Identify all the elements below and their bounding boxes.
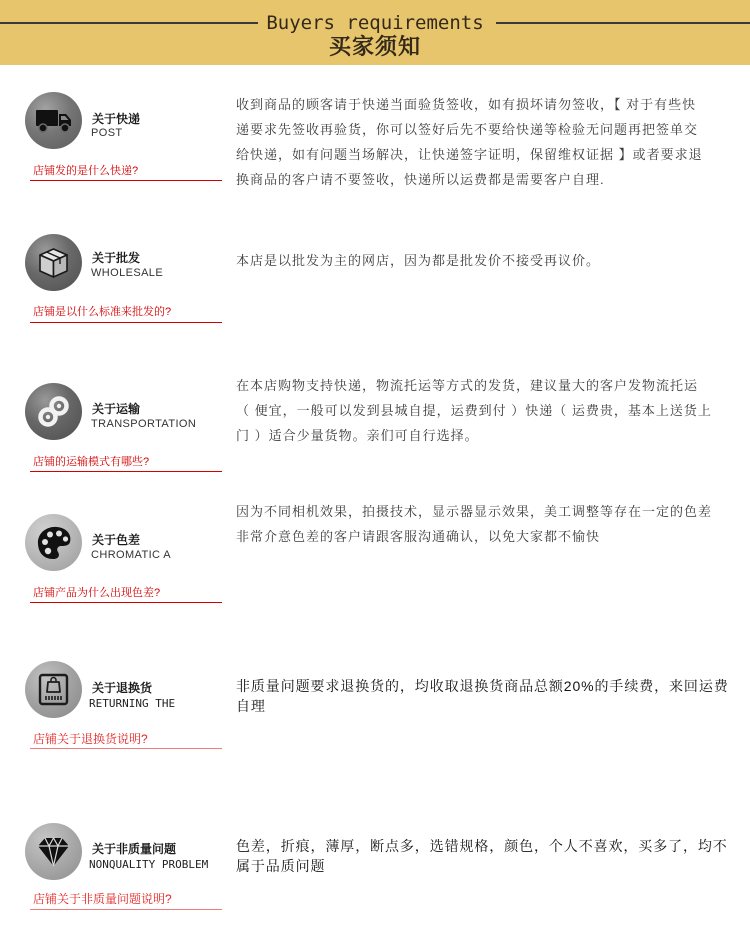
header-title-chinese: 买家须知 [328, 35, 421, 60]
question-underline [30, 180, 222, 181]
section-subtitle: CHROMATIC A [91, 549, 171, 561]
body-line: 色差，折痕，薄厚，断点多，选错规格，颜色，个人不喜欢，买多了，均不 [236, 838, 728, 854]
body-line: 门 ）适合少量货物。亲们可自行选择。 [236, 428, 479, 443]
section-subtitle: POST [91, 127, 123, 139]
section-returning [0, 661, 750, 757]
section-question: 店铺发的是什么快递? [33, 165, 139, 177]
header-title-english: Buyers requirements [266, 12, 484, 34]
section-title: 关于非质量问题 [92, 842, 177, 856]
section-subtitle: RETURNING THE [89, 697, 176, 710]
header-banner [0, 0, 750, 65]
body-line: 给快递，如有问题当场解决，让快递签字证明，保留维权证据 】或者要求退 [236, 147, 703, 162]
returning-icon-badge [25, 661, 82, 718]
section-subtitle: TRANSPORTATION [91, 418, 197, 430]
section-title: 关于退换货 [92, 681, 153, 695]
section-subtitle: WHOLESALE [91, 267, 164, 279]
body-line: 自理 [236, 698, 266, 714]
body-line: 因为不同相机效果，拍摄技术，显示器显示效果，美工调整等存在一定的色差 [236, 504, 713, 519]
section-question: 店铺是以什么标准来批发的? [33, 306, 172, 318]
body-line: 换商品的客户请不要签收，快递所以运费都是需要客户自理. [236, 172, 605, 187]
body-line: 非质量问题要求退换货的，均收取退换货商品总额20%的手续费，来回运费 [236, 678, 729, 694]
body-line: （ 便宜，一般可以发到县城自提，运费到付 ）快递（ 运费贵，基本上送货上 [236, 403, 712, 418]
section-title: 关于运输 [92, 402, 141, 416]
question-underline [30, 602, 222, 603]
post-icon-badge [25, 92, 82, 149]
chromatic-icon-badge [25, 514, 82, 571]
section-body [236, 248, 742, 273]
body-line: 递要求先签收再验货，你可以签好后先不要给快递等检验无问题再把签单交 [236, 122, 699, 137]
section-body [236, 373, 742, 448]
section-body [236, 676, 742, 716]
question-underline [30, 748, 222, 749]
section-body [236, 499, 742, 549]
body-line: 在本店购物支持快递，物流托运等方式的发货，建议量大的客户发物流托运 [236, 378, 699, 393]
section-wholesale [0, 234, 750, 330]
section-chromatic [0, 504, 750, 610]
section-subtitle: NONQUALITY PROBLEM [89, 858, 209, 871]
body-line: 本店是以批发为主的网店，因为都是批发价不接受再议价。 [236, 253, 601, 268]
nonquality-icon-badge [25, 823, 82, 880]
question-underline [30, 909, 222, 910]
question-underline [30, 471, 222, 472]
section-body [236, 92, 742, 192]
return-bag-icon [25, 661, 82, 718]
body-line: 属于品质问题 [236, 858, 326, 874]
section-transportation [0, 378, 750, 479]
section-post [0, 92, 750, 188]
truck-icon [25, 92, 82, 149]
section-title: 关于色差 [92, 533, 141, 547]
section-title: 关于快递 [92, 112, 141, 126]
wholesale-icon-badge [25, 234, 82, 291]
question-underline [30, 322, 222, 323]
diamond-icon [25, 823, 82, 880]
section-body [236, 836, 742, 876]
body-line: 收到商品的顾客请于快递当面验货签收，如有损坏请勿签收，【 对于有些快 [236, 97, 697, 112]
section-question: 店铺关于退换货说明? [33, 732, 148, 746]
palette-icon [25, 514, 82, 571]
section-question: 店铺产品为什么出现色差? [33, 587, 161, 599]
section-question: 店铺关于非质量问题说明? [33, 892, 172, 906]
section-question: 店铺的运输模式有哪些? [33, 456, 150, 468]
transport-link-icon [25, 383, 82, 440]
body-line: 非常介意色差的客户请跟客服沟通确认，以免大家都不愉快 [236, 529, 601, 544]
box-icon [25, 234, 82, 291]
section-nonquality [0, 823, 750, 919]
section-title: 关于批发 [92, 251, 141, 265]
transportation-icon-badge [25, 383, 82, 440]
